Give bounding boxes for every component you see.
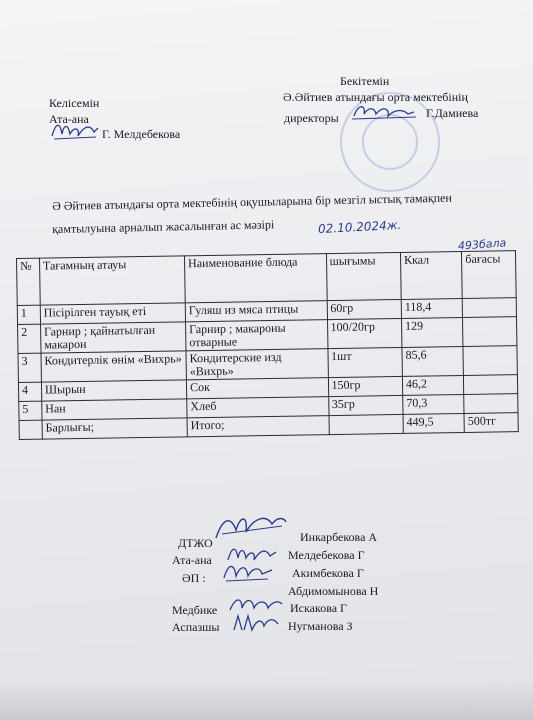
right-school-line: Ә.Әйтиев атындағы орта мектебінің [283,90,468,104]
right-director-label: директоры [284,111,339,125]
sig-role-aspazshy: Аспазшы [172,620,220,634]
cell-ru-name: Гарнир ; макароны отварные [186,320,328,351]
sig-role-ap: ӘП : [182,571,206,585]
cell-yield: 35гр [328,395,403,415]
dtzho-signature [212,510,290,544]
cell-kcal: 118,4 [401,298,463,318]
cell-yield: 100/20гр [327,318,402,348]
cell-ru-name: Хлеб [187,397,329,418]
header-kcal: Ккал [400,251,462,299]
cell-price [464,375,518,395]
cell-ru-name: Гуляш из мяса птицы [185,301,327,322]
cell-num: 2 [18,324,41,353]
cell-yield: 150гр [328,376,403,396]
cell-num: 1 [17,305,40,324]
title-line-1: Ә Әйтиев атындағы орта мектебінің оқушыларына бір мезгіл ыстық тамақпен [52,190,452,213]
cell-yield [329,414,404,434]
cell-num: 5 [19,401,42,420]
left-parent-name: Г. Мелдебекова [102,127,181,141]
sig-name-aspazshy: Нугманова З [288,619,353,633]
cell-kcal: 70,3 [403,394,465,414]
title-line-2: қамтылуына арналып жасалынған ас мәзірі [52,217,275,236]
sig-name-abdimomynova: Абдимомынова Н [288,584,379,598]
header-price: бағасы [462,251,516,299]
director-signature [350,100,420,124]
cell-num: 3 [18,353,41,382]
sig-role-parent: Ата-ана [172,553,212,567]
parent-signature [50,118,102,142]
handwritten-date: 02.10.2024ж. [317,217,402,237]
cell-yield: 1шт [327,347,402,377]
header-ru-name: Наименование блюда [185,254,327,303]
aspazshy-signature [232,610,282,634]
header-yield: шығымы [326,252,401,300]
ap-signature [220,558,276,584]
total-price: 500тг [464,413,518,433]
total-kcal: 449,5 [403,413,465,433]
sig-name-dtzho: Инкарбекова А [300,530,378,544]
cell-kz-name: Кондитерлік өнім «Вихрь» [41,351,187,382]
menu-table [16,250,519,440]
header-kz-name: Тағамның атауы [39,256,185,305]
cell-yield: 60гр [327,299,402,319]
cell-kz-name: Гарнир ; қайнатылған макарон [40,322,186,353]
cell-price [462,298,516,318]
cell-kcal: 85,6 [402,346,464,376]
cell-kz-name: Пісірілген тауық еті [40,303,185,324]
cell-price [463,346,517,376]
cell-kcal: 46,2 [402,375,464,395]
page-shadow [0,680,533,720]
cell-price [464,394,518,414]
sig-role-medbike: Медбике [172,603,218,617]
right-director-name: Г.Дамиева [426,106,479,120]
sig-name-medbike: Искакова Г [290,601,347,615]
cell-price [463,317,517,347]
cell-kz-name: Шырын [41,380,186,401]
total-kz-label: Барлығы; [42,418,187,439]
sig-role-dtzho: ДТЖО [178,536,213,550]
total-ru-label: Итого; [187,416,329,437]
cell-num: 4 [18,382,41,401]
sig-name-ap: Акимбекова Г [292,566,364,580]
cell-ru-name: Кондитерские изд «Вихрь» [186,349,328,380]
left-parent-label: Ата-ана [49,112,89,126]
cell-kcal: 129 [401,317,463,347]
sig-name-parent: Мелдебекова Г [288,548,365,562]
cell-num [19,420,42,439]
cell-kz-name: Нан [42,399,187,420]
header-num: № [17,258,41,305]
handwritten-note: 493бала [457,236,507,253]
cell-ru-name: Сок [186,378,328,399]
left-approved-label: Келісемін [49,96,100,110]
right-approved-label: Бекітемін [340,74,390,88]
table-header-row [17,251,517,306]
